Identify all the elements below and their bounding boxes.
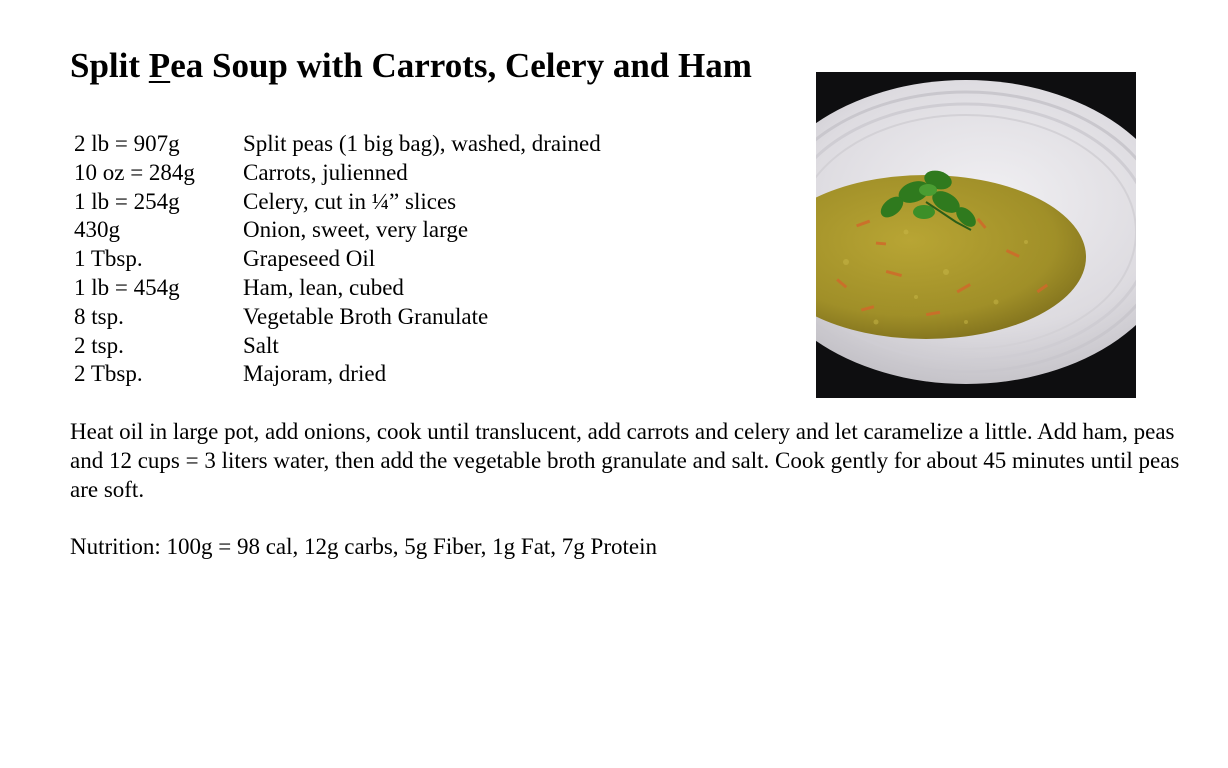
ingredient-row [74, 360, 601, 389]
ingredient-name: Ham, lean, cubed [243, 274, 404, 300]
ingredient-quantity: 430g [74, 217, 120, 243]
ingredient-quantity: 10 oz = 284g [74, 159, 195, 185]
ingredient-quantity: 8 tsp. [74, 303, 124, 329]
ingredient-name: Onion, sweet, very large [243, 217, 469, 243]
cooking-instructions: Heat oil in large pot, add onions, cook until translucent, add carrots and celery and let caramelize a little. Add ham, peas and 12 cups = 3 liters water, then add the vegetable broth granulate and salt. Cook gently for about 45 minutes until peas are soft. [70, 419, 1180, 502]
soup-bowl-illustration [816, 72, 1136, 398]
ingredient-row [74, 332, 601, 361]
ingredient-row [74, 159, 601, 188]
ingredient-row [74, 130, 601, 159]
ingredient-row [74, 274, 601, 303]
ingredient-quantity: 2 lb = 907g [74, 131, 180, 156]
ingredient-name: Celery, cut in ¼” slices [243, 188, 457, 214]
page-title [70, 44, 752, 88]
ingredient-name: Carrots, julienned [243, 159, 408, 185]
ingredient-row [74, 216, 601, 245]
ingredient-quantity: 2 tsp. [74, 332, 124, 358]
title-end: ea Soup with Carrots, Celery and Ham [170, 46, 752, 85]
soup-bowl-photo [816, 72, 1136, 398]
ingredients-table [74, 130, 601, 389]
title-underlined-letter: P [148, 46, 171, 85]
ingredient-name: Salt [243, 332, 279, 358]
ingredient-name: Vegetable Broth Granulate [243, 303, 489, 329]
title-start: Split [70, 46, 149, 85]
ingredient-name: Split peas (1 big bag), washed, drained [243, 131, 601, 156]
ingredient-quantity: 1 lb = 454g [74, 274, 180, 300]
ingredient-row [74, 188, 601, 217]
ingredient-row [74, 245, 601, 274]
ingredient-quantity: 1 lb = 254g [74, 188, 180, 214]
ingredient-quantity: 2 Tbsp. [74, 361, 143, 387]
ingredient-row [74, 303, 601, 332]
nutrition-info: Nutrition: 100g = 98 cal, 12g carbs, 5g Fiber, 1g Fat, 7g Protein [70, 534, 657, 559]
ingredient-quantity: 1 Tbsp. [74, 246, 143, 272]
ingredient-name: Majoram, dried [243, 361, 387, 387]
ingredient-name: Grapeseed Oil [243, 246, 376, 272]
